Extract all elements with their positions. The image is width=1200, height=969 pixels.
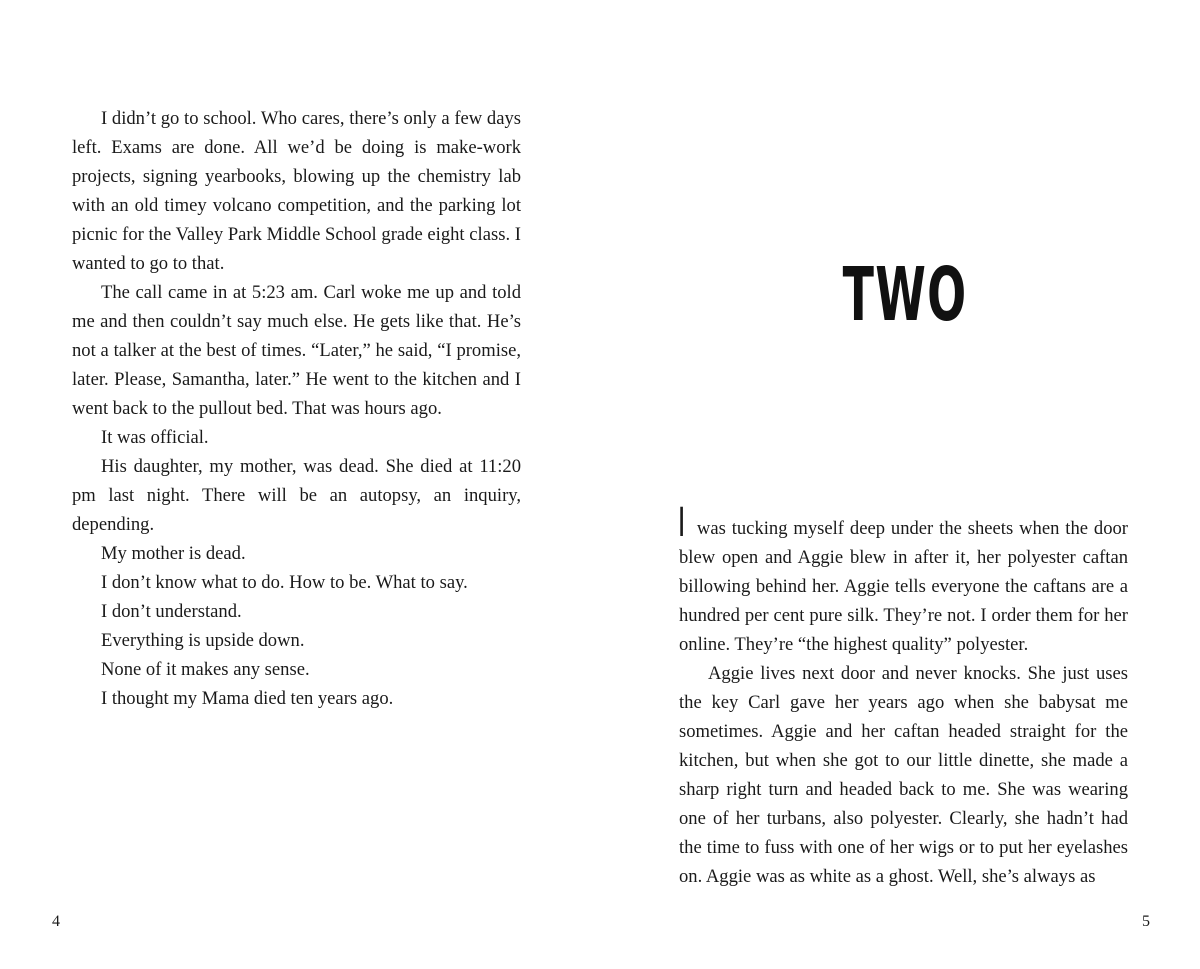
paragraph: I didn’t go to school. Who cares, there’s only a few days left. Exams are done. All we’d be doing is make-work projects, signing yearbooks, blowing up the chemistry lab with an old timey volcano competition, and the parking lot picnic for the Valley Park Middle School grade eight class. I wanted to go to that. xyxy=(72,108,521,274)
paragraph: Everything is upside down. xyxy=(101,630,305,651)
chapter-title: TWO xyxy=(842,252,968,338)
paragraph: It was official. xyxy=(101,427,209,448)
paragraph: I don’t know what to do. How to be. What to say. xyxy=(101,572,468,593)
paragraph: I don’t understand. xyxy=(101,601,242,622)
right-page xyxy=(600,0,1200,969)
drop-cap: I xyxy=(679,500,685,546)
opening-paragraph xyxy=(679,500,1128,659)
paragraph: Aggie lives next door and never knocks. She just uses the key Carl gave her years ago when she babysat me sometimes. Aggie and her caftan headed straight for the kitchen, but when she got to our little dinette, she made a sharp right turn and headed back to me. She was wearing one of her turbans, also polyester. Clearly, she hadn’t had the time to fuss with one of her wigs or to put her eyelashes on. Aggie was as white as a ghost. Well, she’s always as xyxy=(679,663,1128,887)
page-number-right: 5 xyxy=(1142,913,1150,930)
opening-paragraph-text: was tucking myself deep under the sheets when the door blew open and Aggie blew in after it, her polyester caftan billowing behind her. Aggie tells everyone the caftans are a hundred per cent pure silk. They’re not. I order them for her online. They’re “the highest quality” polyester. xyxy=(679,518,1128,655)
paragraph: My mother is dead. xyxy=(101,543,246,564)
paragraph: I thought my Mama died ten years ago. xyxy=(101,688,394,709)
left-page-body xyxy=(72,104,521,713)
paragraph: The call came in at 5:23 am. Carl woke me up and told me and then couldn’t say much else. He gets like that. He’s not a talker at the best of times. “Later,” he said, “I promise, later. Please, Samantha, later.” He went to the kitchen and I went back to the pullout bed. That was hours ago. xyxy=(72,282,521,419)
right-page-body xyxy=(679,500,1128,891)
paragraph: His daughter, my mother, was dead. She died at 11:20 pm last night. There will be an autopsy, an inquiry, depending. xyxy=(72,456,521,535)
page-number-left: 4 xyxy=(52,913,60,930)
paragraph: None of it makes any sense. xyxy=(101,659,310,680)
